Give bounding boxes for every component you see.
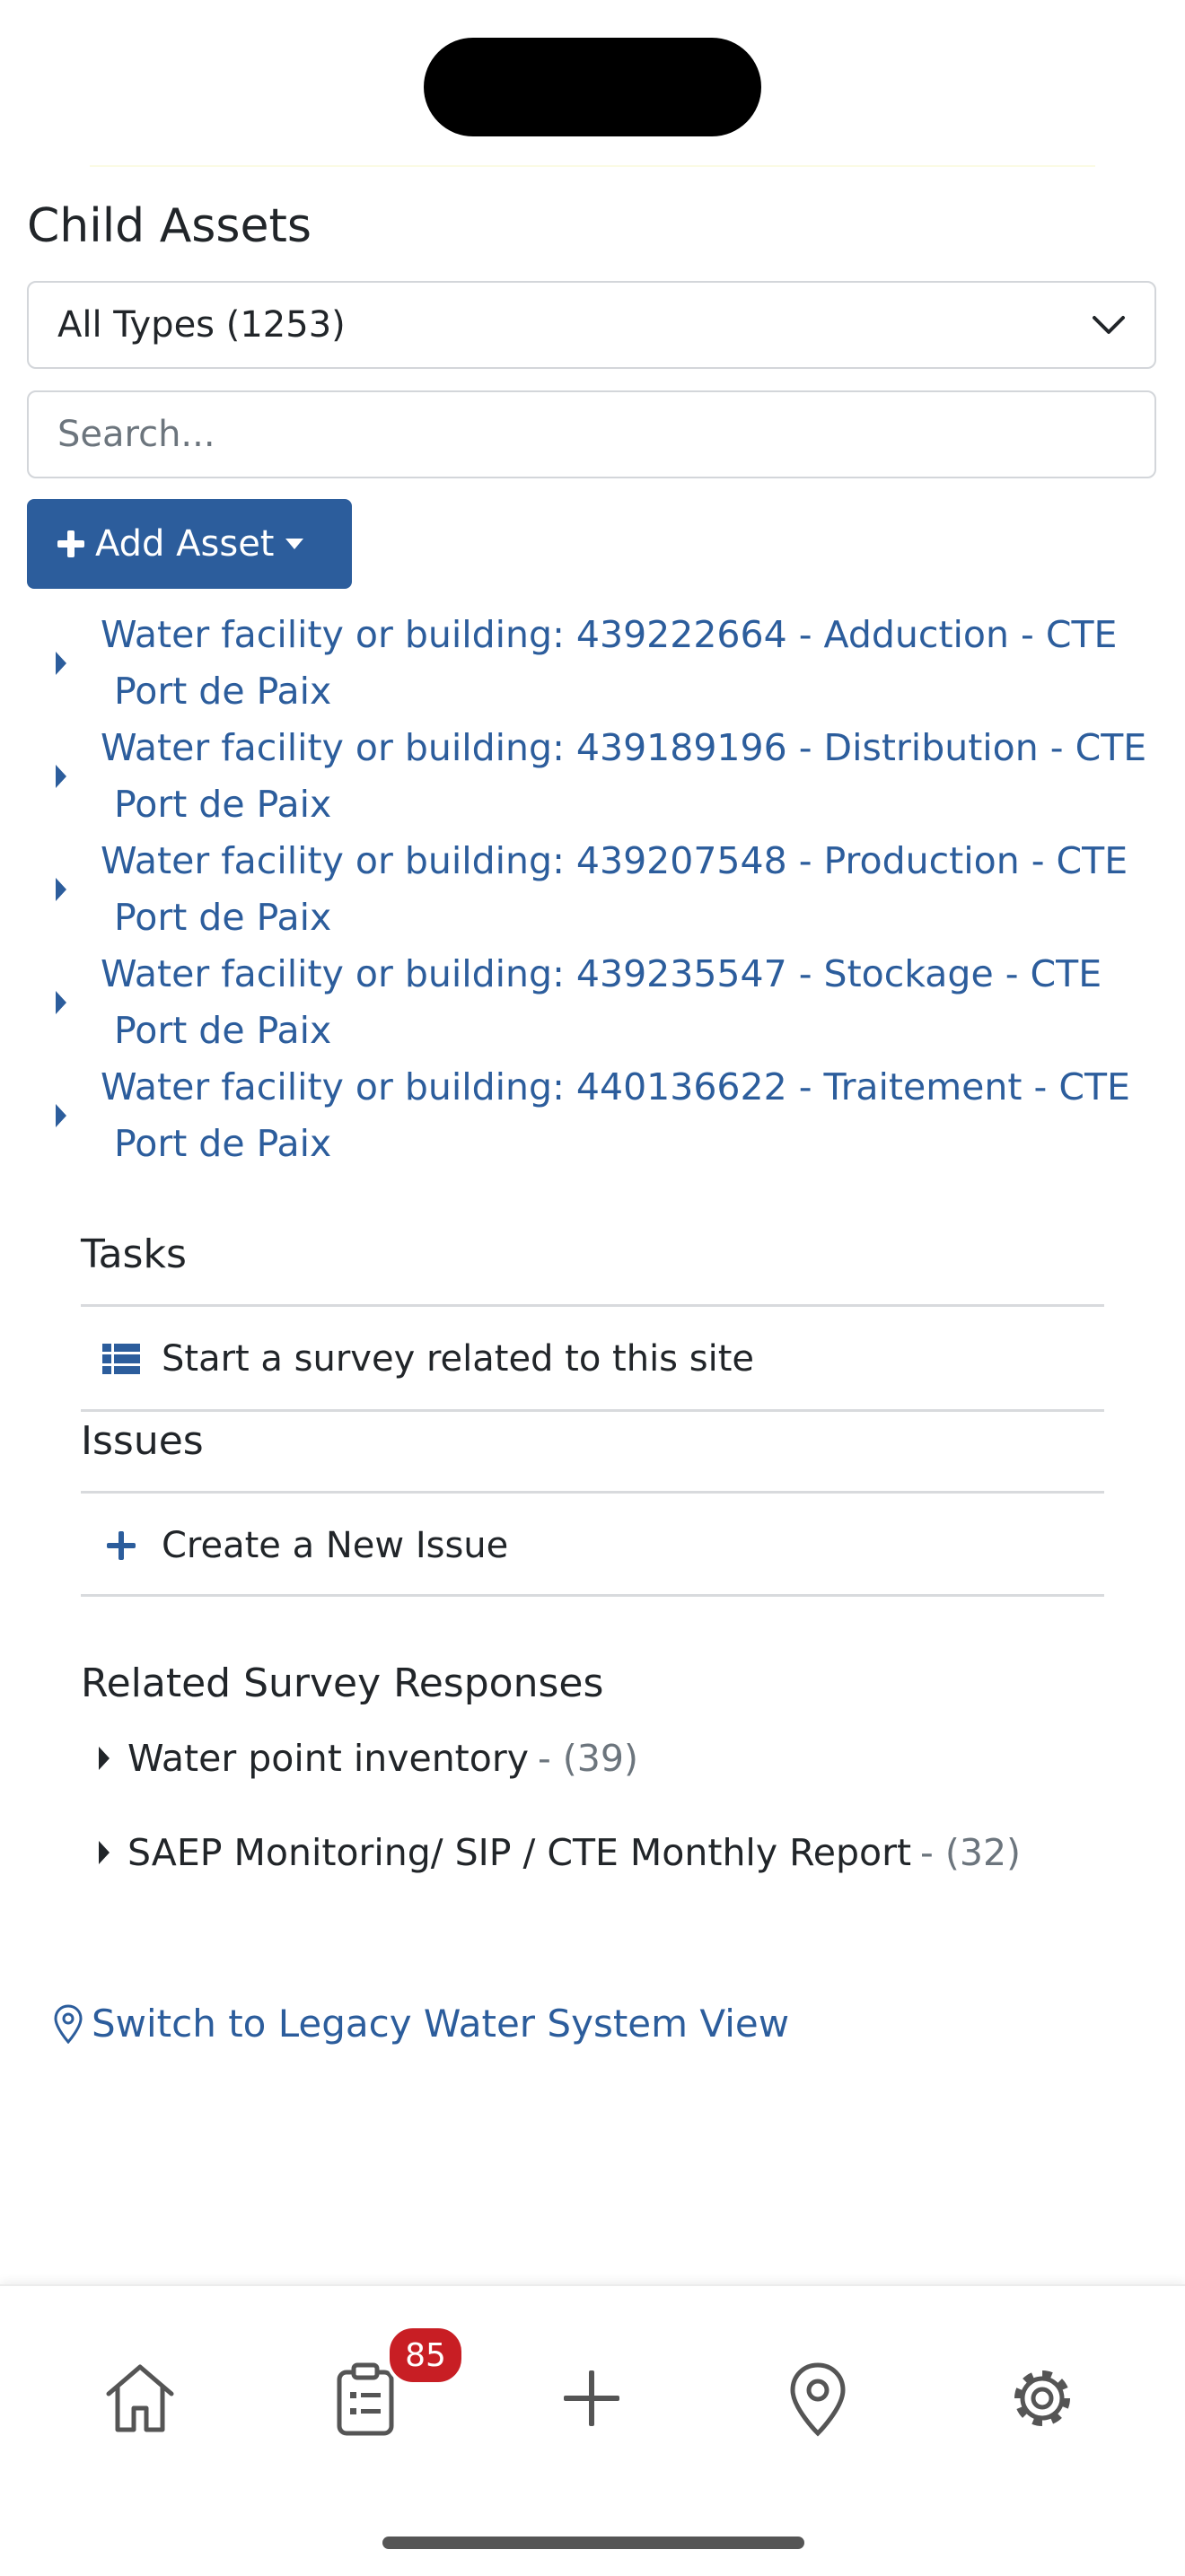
caret-right-icon[interactable] — [56, 878, 66, 901]
asset-search-input[interactable] — [27, 390, 1156, 478]
asset-list-item[interactable] — [0, 607, 1185, 720]
plus-icon — [56, 529, 86, 559]
child-assets-title: Child Assets — [27, 199, 312, 253]
asset-link-line1: Water facility or building: 440136622 - Traitement - CTE — [101, 1065, 1130, 1108]
chevron-down-icon — [1092, 314, 1126, 336]
divider — [90, 165, 1095, 167]
asset-link-line2: Port de Paix — [114, 896, 332, 939]
response-item[interactable] — [99, 1737, 638, 1780]
caret-right-icon[interactable] — [56, 1104, 66, 1127]
list-icon — [102, 1344, 140, 1374]
add-asset-label: Add Asset — [95, 523, 275, 565]
map-pin-icon — [54, 2004, 83, 2044]
caret-right-icon[interactable] — [56, 652, 66, 675]
create-issue-label: Create a New Issue — [162, 1525, 509, 1566]
asset-list-item[interactable] — [0, 946, 1185, 1059]
response-name: Water point inventory — [127, 1737, 529, 1780]
legacy-view-label: Switch to Legacy Water System View — [92, 2002, 790, 2046]
plus-icon — [551, 2358, 632, 2439]
related-responses-heading: Related Survey Responses — [81, 1660, 604, 1706]
bottom-tab-bar — [0, 2284, 1185, 2576]
create-issue-button[interactable] — [81, 1501, 1104, 1590]
caret-right-icon[interactable] — [56, 991, 66, 1014]
map-pin-icon — [777, 2358, 858, 2439]
asset-link-line2: Port de Paix — [114, 1122, 332, 1165]
response-name: SAEP Monitoring/ SIP / CTE Monthly Report — [127, 1831, 912, 1874]
camera-notch — [424, 38, 761, 136]
caret-down-icon — [285, 539, 303, 549]
plus-icon — [102, 1530, 140, 1561]
asset-link[interactable] — [101, 833, 1169, 946]
asset-link-line1: Water facility or building: 439189196 - Distribution - CTE — [101, 726, 1147, 769]
caret-right-icon — [99, 1747, 110, 1770]
divider — [81, 1594, 1104, 1597]
divider — [81, 1409, 1104, 1412]
asset-link-line1: Water facility or building: 439235547 - Stockage - CTE — [101, 952, 1102, 995]
asset-list-item[interactable] — [0, 1059, 1185, 1172]
asset-list-item[interactable] — [0, 720, 1185, 833]
response-count: - (32) — [920, 1831, 1022, 1874]
asset-type-select-value: All Types (1253) — [57, 304, 346, 346]
start-survey-label: Start a survey related to this site — [162, 1338, 754, 1380]
asset-link-line2: Port de Paix — [114, 783, 332, 826]
asset-list-item[interactable] — [0, 833, 1185, 946]
asset-link-line2: Port de Paix — [114, 670, 332, 713]
asset-link[interactable] — [101, 607, 1169, 720]
caret-right-icon — [99, 1841, 110, 1864]
issues-heading: Issues — [81, 1418, 204, 1464]
asset-link[interactable] — [101, 946, 1169, 1059]
home-icon — [100, 2358, 180, 2439]
divider — [81, 1491, 1104, 1494]
response-count: - (39) — [537, 1737, 638, 1780]
asset-type-select[interactable] — [27, 281, 1156, 369]
asset-link-line2: Port de Paix — [114, 1009, 332, 1052]
asset-link-line1: Water facility or building: 439207548 - Production - CTE — [101, 839, 1128, 882]
asset-link[interactable] — [101, 720, 1169, 833]
caret-right-icon[interactable] — [56, 765, 66, 788]
gear-icon — [1002, 2358, 1083, 2439]
asset-link-line1: Water facility or building: 439222664 - Adduction - CTE — [101, 613, 1118, 656]
divider — [81, 1304, 1104, 1307]
add-asset-button[interactable] — [27, 499, 352, 589]
response-item[interactable] — [99, 1831, 1021, 1874]
tab-settings[interactable] — [1002, 2358, 1083, 2439]
asset-link[interactable] — [101, 1059, 1169, 1172]
start-survey-button[interactable] — [81, 1314, 1104, 1404]
legacy-view-link[interactable] — [54, 2002, 789, 2046]
child-asset-list — [0, 607, 1185, 1172]
home-indicator — [382, 2537, 804, 2549]
tab-home[interactable] — [100, 2358, 180, 2439]
tasks-count-badge: 85 — [386, 2325, 465, 2386]
tab-map[interactable] — [777, 2358, 858, 2439]
tasks-heading: Tasks — [81, 1231, 187, 1277]
tab-add[interactable] — [551, 2358, 632, 2439]
